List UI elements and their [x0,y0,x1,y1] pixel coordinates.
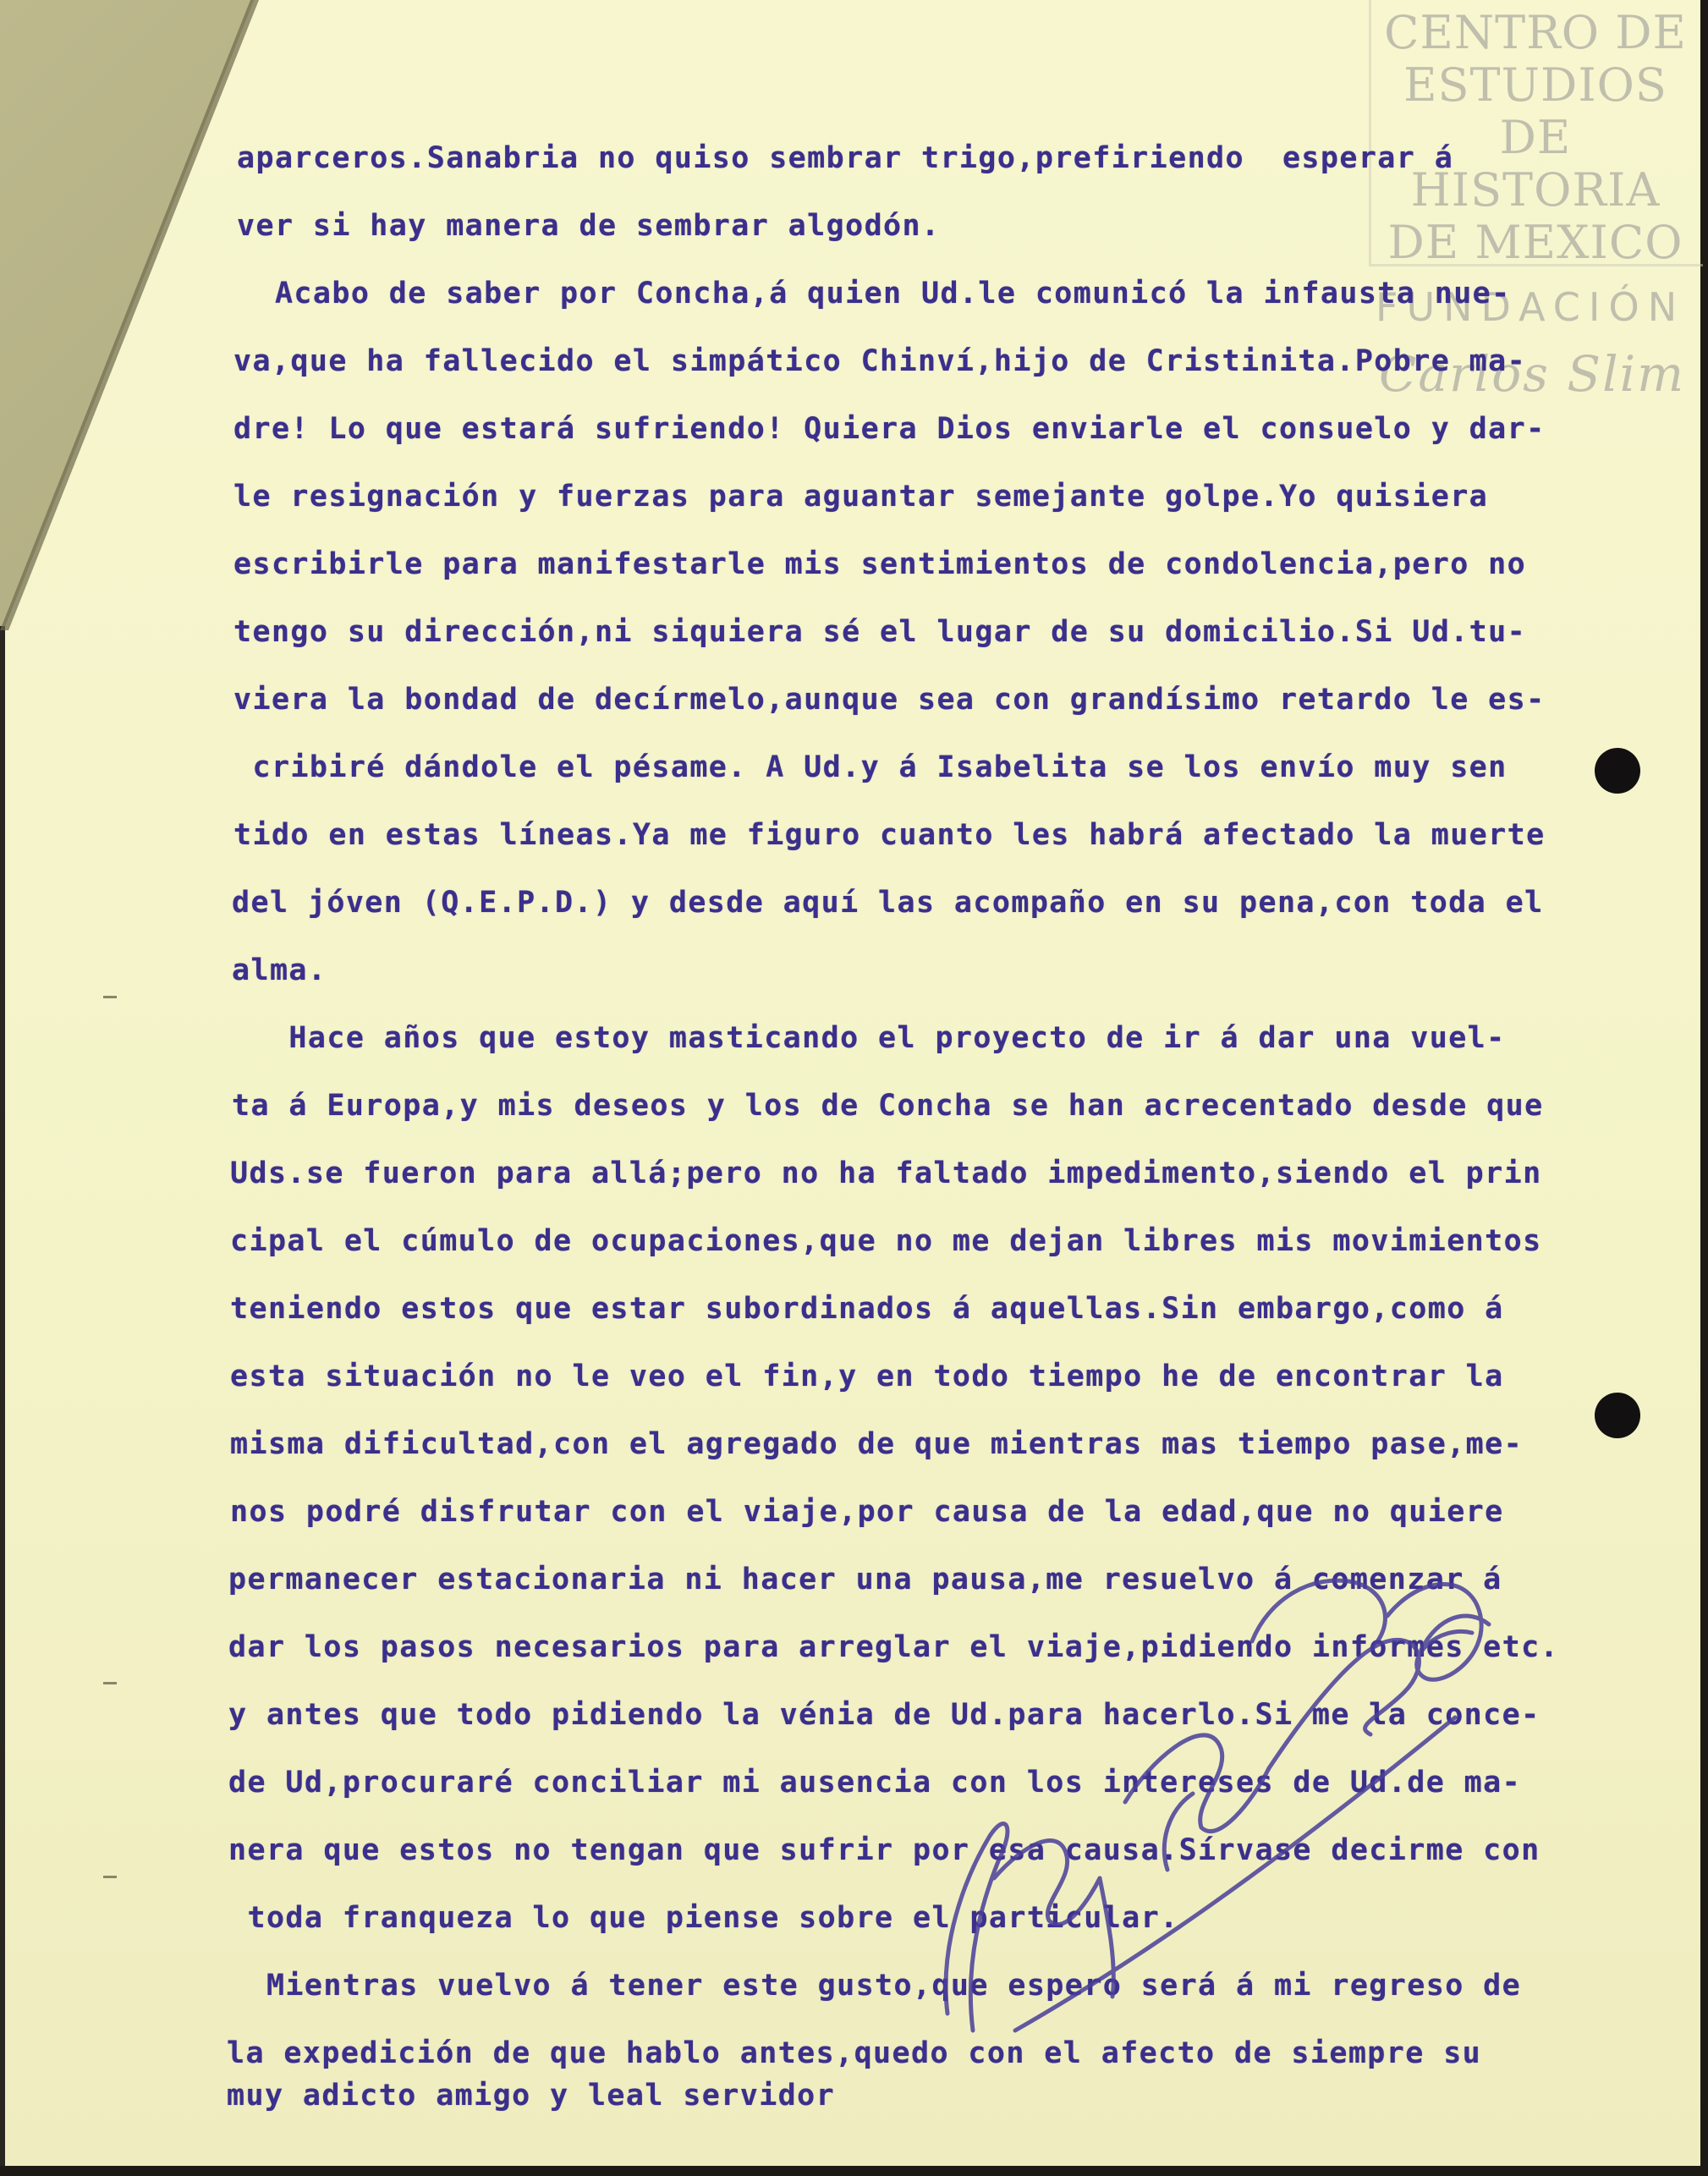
text-line: teniendo estos que estar subordinados á aquellas.Sin embargo,como á [230,1292,1504,1326]
text-line: nera que estos no tengan que sufrir por esa causa.Sírvase decirme con [228,1833,1540,1867]
text-line: dar los pasos necesarios para arreglar el viaje,pidiendo informes etc. [228,1630,1560,1664]
text-line: del jóven (Q.E.P.D.) y desde aquí las acompaño en su pena,con toda el [232,886,1544,920]
text-line: alma. [232,953,327,987]
text-line: y antes que todo pidiendo la vénia de Ud.para hacerlo.Si me la conce- [228,1698,1540,1732]
text-line: tengo su dirección,ni siquiera sé el lugar de su domicilio.Si Ud.tu- [233,615,1527,649]
text-line: Uds.se fueron para allá;pero no ha faltado impedimento,siendo el prin [230,1157,1542,1190]
text-line: esta situación no le veo el fin,y en todo tiempo he de encontrar la [230,1360,1504,1393]
watermark-line: DE HISTORIA [1410,111,1661,217]
handwritten-signature [914,1523,1523,2064]
text-line: Hace años que estoy masticando el proyecto de ir á dar una vuel- [232,1021,1506,1055]
text-line: de Ud,procuraré conciliar mi ausencia con los intereses de Ud.de ma- [228,1766,1522,1800]
text-line: viera la bondad de decírmelo,aunque sea con grandísimo retardo le es- [233,683,1546,717]
punch-hole [1595,748,1640,794]
text-line: escribirle para manifestarle mis sentimientos de condolencia,pero no [233,547,1527,581]
margin-tick [103,1876,117,1878]
text-line: ta á Europa,y mis deseos y los de Concha se han acrecentado desde que [232,1089,1544,1123]
text-line: Mientras vuelvo á tener este gusto,que espero será á mi regreso de [228,1969,1522,2003]
text-line: le resignación y fuerzas para aguantar semejante golpe.Yo quisiera [233,480,1489,514]
watermark-fundacion: FUNDACIÓN [1376,284,1686,330]
scan-border-bottom [0,2166,1708,2176]
margin-tick [103,996,117,998]
text-line: la expedición de que hablo antes,quedo con el afecto de siempre su [227,2036,1482,2070]
watermark-line: ESTUDIOS [1403,58,1667,112]
text-line: dre! Lo que estará sufriendo! Quiera Dios enviarle el consuelo y dar- [233,412,1546,446]
watermark-line: CENTRO DE [1384,6,1687,59]
text-line: nos podré disfrutar con el viaje,por causa de la edad,que no quiere [230,1495,1504,1529]
text-line: ver si hay manera de sembrar algodón. [237,209,941,243]
text-line: permanecer estacionaria ni hacer una pausa,me resuelvo á comenzar á [228,1563,1502,1596]
watermark-carlos-slim: Carlos Slim [1379,345,1686,403]
punch-hole [1595,1393,1640,1438]
text-line: misma dificultad,con el agregado de que mientras mas tiempo pase,me- [230,1427,1524,1461]
archive-watermark [1370,6,1700,403]
text-line: va,que ha fallecido el simpático Chinví,hijo de Cristinita.Pobre ma- [233,344,1527,378]
watermark-line: DE MEXICO [1387,216,1683,269]
text-line: muy adicto amigo y leal servidor [227,2079,836,2113]
text-line: tido en estas líneas.Ya me figuro cuanto les habrá afectado la muerte [233,818,1546,852]
text-line: aparceros.Sanabria no quiso sembrar trigo,prefiriendo esperar á [237,141,1454,175]
text-line: cipal el cúmulo de ocupaciones,que no me dejan libres mis movimientos [230,1224,1542,1258]
text-line: Acabo de saber por Concha,á quien Ud.le comunicó la infausta nue- [237,277,1511,310]
text-line: toda franqueza lo que piense sobre el particular. [228,1901,1179,1935]
margin-tick [103,1682,117,1684]
text-line: cribiré dándole el pésame. A Ud.y á Isabelita se los envío muy sen [233,750,1508,784]
